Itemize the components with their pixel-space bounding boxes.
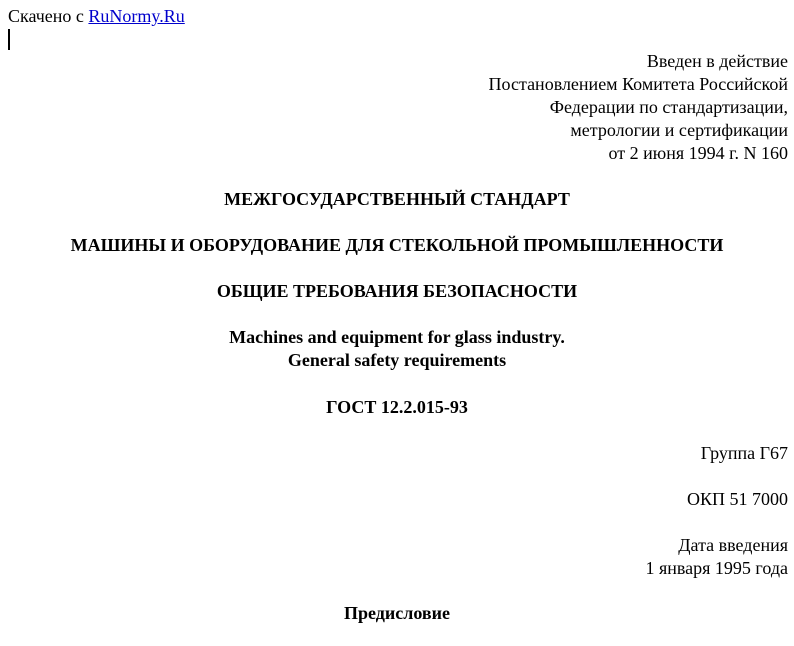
enactment-line: от 2 июня 1994 г. N 160 (608, 143, 788, 163)
source-prefix: Скачено с (8, 6, 89, 26)
text-cursor (8, 29, 10, 50)
enactment-line: метрологии и сертификации (570, 120, 788, 140)
intro-date-value: 1 января 1995 года (645, 558, 788, 578)
enactment-block (489, 50, 788, 165)
english-title-line: General safety requirements (287, 350, 507, 370)
standard-type-heading: МЕЖГОСУДАРСТВЕННЫЙ СТАНДАРТ (224, 189, 570, 209)
okp-code: ОКП 51 7000 (686, 489, 788, 509)
subject-heading: МАШИНЫ И ОБОРУДОВАНИЕ ДЛЯ СТЕКОЛЬНОЙ ПРОМЫШЛЕННОСТИ (70, 235, 724, 255)
enactment-line: Постановлением Комитета Российской (488, 74, 788, 94)
enactment-line: Федерации по стандартизации, (549, 97, 788, 117)
source-line (8, 5, 185, 27)
english-title-line: Machines and equipment for glass industry. (229, 327, 565, 347)
enactment-line: Введен в действие (646, 51, 788, 71)
gost-number: ГОСТ 12.2.015-93 (326, 397, 468, 417)
intro-date-label: Дата введения (678, 535, 788, 555)
requirements-heading: ОБЩИЕ ТРЕБОВАНИЯ БЕЗОПАСНОСТИ (216, 281, 578, 301)
english-title (0, 326, 794, 372)
group-code: Группа Г67 (700, 443, 788, 463)
intro-date (645, 534, 788, 580)
foreword-heading: Предисловие (344, 603, 450, 623)
source-link[interactable]: RuNormy.Ru (88, 6, 185, 26)
